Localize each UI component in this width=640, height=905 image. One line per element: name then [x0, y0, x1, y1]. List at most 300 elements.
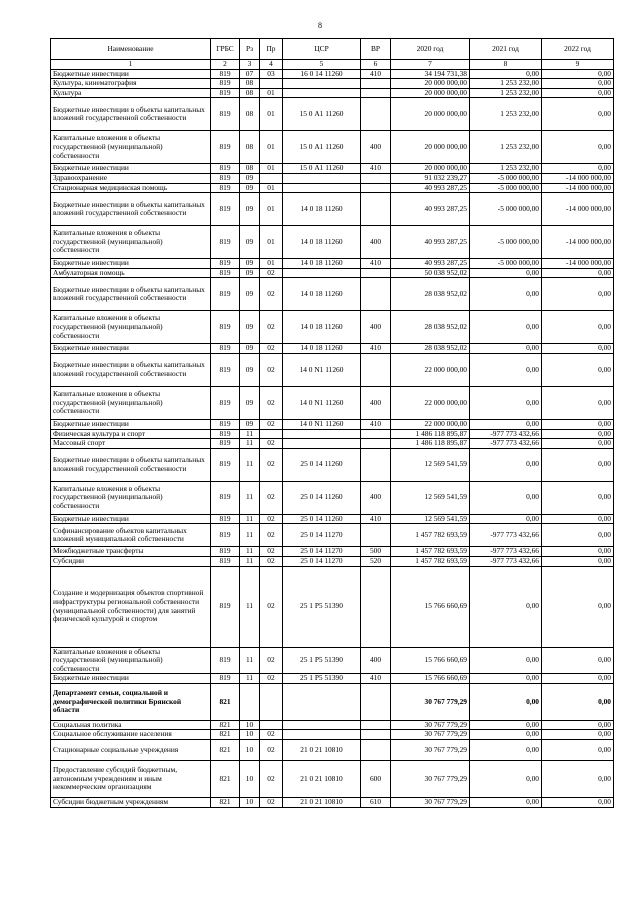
cell-2022: 0,00 — [542, 311, 614, 344]
cell-2021: 0,00 — [470, 353, 542, 386]
cell-csr: 25 1 P5 51390 — [283, 566, 361, 647]
cell-2022: 0,00 — [542, 761, 614, 798]
cell-pr: 02 — [260, 344, 283, 354]
cell-rz: 10 — [240, 730, 260, 740]
cell-2020: 12 569 541,59 — [391, 448, 470, 481]
cell-name: Массовый спорт — [51, 439, 211, 449]
cell-2020: 28 038 952,02 — [391, 278, 470, 311]
cell-name: Здравоохранение — [51, 173, 211, 183]
cell-2021: -5 000 000,00 — [470, 173, 542, 183]
cell-grbs: 819 — [211, 193, 240, 226]
cell-rz: 11 — [240, 674, 260, 684]
cell-2022: 0,00 — [542, 448, 614, 481]
table-row — [51, 481, 614, 514]
cell-csr — [283, 173, 361, 183]
cell-2021: 0,00 — [470, 344, 542, 354]
column-number: 3 — [240, 60, 260, 70]
cell-pr: 02 — [260, 419, 283, 429]
cell-pr: 02 — [260, 556, 283, 566]
cell-pr — [260, 683, 283, 720]
cell-vr: 520 — [361, 556, 391, 566]
cell-grbs: 819 — [211, 173, 240, 183]
cell-vr: 410 — [361, 674, 391, 684]
cell-grbs: 819 — [211, 88, 240, 98]
cell-2021: 0,00 — [470, 566, 542, 647]
cell-vr — [361, 448, 391, 481]
cell-rz: 07 — [240, 69, 260, 79]
cell-vr — [361, 183, 391, 193]
table-row — [51, 419, 614, 429]
cell-2021: 1 253 232,00 — [470, 98, 542, 131]
cell-rz: 11 — [240, 439, 260, 449]
cell-2020: 15 766 660,69 — [391, 674, 470, 684]
cell-vr: 400 — [361, 386, 391, 419]
cell-2021: 0,00 — [470, 311, 542, 344]
cell-pr: 02 — [260, 647, 283, 674]
header-rz: Рз — [240, 39, 260, 60]
cell-pr: 02 — [260, 730, 283, 740]
cell-2021: -5 000 000,00 — [470, 193, 542, 226]
cell-2021: 1 253 232,00 — [470, 79, 542, 89]
cell-csr: 15 0 А1 11260 — [283, 98, 361, 131]
cell-csr — [283, 720, 361, 730]
cell-pr: 02 — [260, 514, 283, 524]
cell-2022: -14 000 000,00 — [542, 259, 614, 269]
cell-csr: 15 0 А1 11260 — [283, 131, 361, 164]
cell-grbs: 819 — [211, 566, 240, 647]
cell-csr: 25 0 14 11260 — [283, 448, 361, 481]
table-body — [51, 69, 614, 807]
cell-pr: 01 — [260, 131, 283, 164]
cell-2022: 0,00 — [542, 69, 614, 79]
table-row — [51, 547, 614, 557]
cell-2020: 20 000 000,00 — [391, 131, 470, 164]
table-row — [51, 439, 614, 449]
cell-name: Бюджетные инвестиции — [51, 164, 211, 174]
cell-vr: 410 — [361, 164, 391, 174]
cell-grbs: 821 — [211, 798, 240, 808]
cell-vr: 410 — [361, 259, 391, 269]
cell-rz: 10 — [240, 720, 260, 730]
cell-2021: 0,00 — [470, 647, 542, 674]
cell-2020: 34 194 731,38 — [391, 69, 470, 79]
budget-allocation-table — [50, 38, 614, 808]
cell-name: Стационарная медицинская помощь — [51, 183, 211, 193]
cell-2022: 0,00 — [542, 131, 614, 164]
cell-name: Создание и модернизация объектов спортивной инфраструктуры региональной собственности (муниципальной собственности) для занятий физической культурой и спортом — [51, 566, 211, 647]
cell-vr — [361, 173, 391, 183]
cell-rz: 11 — [240, 547, 260, 557]
cell-2020: 12 569 541,59 — [391, 514, 470, 524]
cell-2022: 0,00 — [542, 720, 614, 730]
cell-vr — [361, 353, 391, 386]
cell-vr: 400 — [361, 311, 391, 344]
cell-grbs: 821 — [211, 720, 240, 730]
cell-name: Капитальные вложения в объекты государственной (муниципальной) собственности — [51, 226, 211, 259]
cell-2021: 0,00 — [470, 683, 542, 720]
cell-2022: -14 000 000,00 — [542, 226, 614, 259]
cell-2020: 1 457 782 693,59 — [391, 556, 470, 566]
cell-vr — [361, 268, 391, 278]
cell-vr — [361, 193, 391, 226]
cell-vr: 400 — [361, 131, 391, 164]
table-row — [51, 798, 614, 808]
cell-rz: 09 — [240, 193, 260, 226]
cell-csr: 14 0 N1 11260 — [283, 353, 361, 386]
cell-rz: 09 — [240, 226, 260, 259]
table-row — [51, 674, 614, 684]
cell-rz: 09 — [240, 173, 260, 183]
cell-name: Софинансирование объектов капитальных вложений муниципальной собственности — [51, 524, 211, 547]
cell-vr — [361, 683, 391, 720]
cell-grbs: 819 — [211, 311, 240, 344]
page-number: 8 — [318, 21, 322, 30]
cell-2022: 0,00 — [542, 278, 614, 311]
cell-grbs: 819 — [211, 514, 240, 524]
cell-2022: 0,00 — [542, 481, 614, 514]
cell-pr — [260, 720, 283, 730]
cell-2021: 0,00 — [470, 798, 542, 808]
cell-rz: 10 — [240, 798, 260, 808]
cell-rz — [240, 683, 260, 720]
cell-name: Культура — [51, 88, 211, 98]
cell-2022: 0,00 — [542, 386, 614, 419]
cell-pr: 02 — [260, 798, 283, 808]
cell-csr — [283, 439, 361, 449]
cell-2022: 0,00 — [542, 164, 614, 174]
cell-2022: 0,00 — [542, 353, 614, 386]
cell-name: Бюджетные инвестиции в объекты капитальных вложений государственной собственности — [51, 278, 211, 311]
cell-2021: -977 773 432,66 — [470, 547, 542, 557]
cell-rz: 09 — [240, 386, 260, 419]
cell-rz: 08 — [240, 164, 260, 174]
cell-2022: 0,00 — [542, 547, 614, 557]
cell-grbs: 819 — [211, 556, 240, 566]
cell-name: Бюджетные инвестиции в объекты капитальных вложений государственной собственности — [51, 98, 211, 131]
cell-csr: 25 0 14 11260 — [283, 481, 361, 514]
cell-csr — [283, 730, 361, 740]
cell-2020: 22 000 000,00 — [391, 419, 470, 429]
cell-vr: 410 — [361, 419, 391, 429]
column-number: 7 — [391, 60, 470, 70]
cell-rz: 09 — [240, 268, 260, 278]
cell-grbs: 821 — [211, 761, 240, 798]
table-row — [51, 720, 614, 730]
cell-2022: -14 000 000,00 — [542, 173, 614, 183]
cell-2021: 0,00 — [470, 278, 542, 311]
cell-pr: 02 — [260, 481, 283, 514]
cell-2020: 40 993 287,25 — [391, 226, 470, 259]
cell-2021: -977 773 432,66 — [470, 429, 542, 439]
cell-2020: 22 000 000,00 — [391, 353, 470, 386]
cell-name: Бюджетные инвестиции — [51, 259, 211, 269]
cell-csr: 14 0 18 11260 — [283, 311, 361, 344]
cell-2020: 91 032 239,27 — [391, 173, 470, 183]
cell-rz: 11 — [240, 566, 260, 647]
cell-vr — [361, 524, 391, 547]
cell-vr: 400 — [361, 481, 391, 514]
cell-csr: 21 0 21 10810 — [283, 740, 361, 761]
cell-grbs: 821 — [211, 730, 240, 740]
cell-2022: 0,00 — [542, 798, 614, 808]
header-2020: 2020 год — [391, 39, 470, 60]
cell-grbs: 819 — [211, 547, 240, 557]
cell-pr: 03 — [260, 69, 283, 79]
cell-rz: 11 — [240, 524, 260, 547]
cell-grbs: 821 — [211, 683, 240, 720]
cell-2021: 0,00 — [470, 69, 542, 79]
cell-2020: 40 993 287,25 — [391, 193, 470, 226]
table-row — [51, 278, 614, 311]
cell-rz: 08 — [240, 88, 260, 98]
cell-csr: 25 1 P5 51390 — [283, 647, 361, 674]
cell-grbs: 819 — [211, 164, 240, 174]
cell-name: Культура, кинематография — [51, 79, 211, 89]
cell-2020: 1 457 782 693,59 — [391, 524, 470, 547]
cell-name: Бюджетные инвестиции — [51, 514, 211, 524]
table-row — [51, 740, 614, 761]
cell-csr — [283, 429, 361, 439]
cell-2020: 30 767 779,29 — [391, 740, 470, 761]
cell-grbs: 821 — [211, 740, 240, 761]
cell-2020: 22 000 000,00 — [391, 386, 470, 419]
header-2022: 2022 год — [542, 39, 614, 60]
cell-name: Капитальные вложения в объекты государственной (муниципальной) собственности — [51, 481, 211, 514]
cell-rz: 09 — [240, 183, 260, 193]
cell-pr: 02 — [260, 448, 283, 481]
cell-pr: 02 — [260, 268, 283, 278]
cell-2021: 0,00 — [470, 761, 542, 798]
table-row — [51, 761, 614, 798]
cell-2020: 12 569 541,59 — [391, 481, 470, 514]
table-row — [51, 344, 614, 354]
cell-2020: 15 766 660,69 — [391, 647, 470, 674]
cell-2020: 30 767 779,29 — [391, 683, 470, 720]
cell-vr — [361, 566, 391, 647]
cell-2021: 1 253 232,00 — [470, 88, 542, 98]
cell-vr: 600 — [361, 761, 391, 798]
cell-2021: 0,00 — [470, 514, 542, 524]
cell-csr: 14 0 18 11260 — [283, 259, 361, 269]
cell-rz: 11 — [240, 556, 260, 566]
header-pr: Пр — [260, 39, 283, 60]
table-row — [51, 193, 614, 226]
cell-grbs: 819 — [211, 226, 240, 259]
cell-name: Субсидии бюджетным учреждениям — [51, 798, 211, 808]
column-number-row — [51, 60, 614, 70]
cell-vr: 410 — [361, 514, 391, 524]
cell-name: Бюджетные инвестиции — [51, 344, 211, 354]
cell-2022: 0,00 — [542, 740, 614, 761]
cell-grbs: 819 — [211, 429, 240, 439]
cell-2022: -14 000 000,00 — [542, 193, 614, 226]
column-number: 6 — [361, 60, 391, 70]
cell-csr: 21 0 21 10810 — [283, 761, 361, 798]
table-row — [51, 566, 614, 647]
cell-vr — [361, 278, 391, 311]
cell-name: Субсидии — [51, 556, 211, 566]
cell-pr — [260, 173, 283, 183]
cell-2021: 0,00 — [470, 448, 542, 481]
cell-2021: -5 000 000,00 — [470, 183, 542, 193]
cell-2022: 0,00 — [542, 98, 614, 131]
cell-name: Капитальные вложения в объекты государственной (муниципальной) собственности — [51, 647, 211, 674]
header-vr: ВР — [361, 39, 391, 60]
cell-name: Физическая культура и спорт — [51, 429, 211, 439]
column-number: 2 — [211, 60, 240, 70]
cell-2021: -977 773 432,66 — [470, 556, 542, 566]
cell-2020: 20 000 000,00 — [391, 98, 470, 131]
cell-vr: 400 — [361, 647, 391, 674]
cell-rz: 09 — [240, 259, 260, 269]
table-row — [51, 429, 614, 439]
cell-2020: 30 767 779,29 — [391, 720, 470, 730]
table-row — [51, 98, 614, 131]
table-row — [51, 386, 614, 419]
cell-2021: 0,00 — [470, 481, 542, 514]
cell-2020: 1 457 782 693,59 — [391, 547, 470, 557]
cell-name: Капитальные вложения в объекты государственной (муниципальной) собственности — [51, 311, 211, 344]
cell-vr — [361, 740, 391, 761]
cell-2022: 0,00 — [542, 268, 614, 278]
cell-rz: 09 — [240, 344, 260, 354]
table-header-row — [51, 39, 614, 60]
cell-csr: 14 0 18 11260 — [283, 226, 361, 259]
cell-2022: 0,00 — [542, 344, 614, 354]
cell-2021: 0,00 — [470, 268, 542, 278]
cell-pr: 02 — [260, 353, 283, 386]
cell-csr — [283, 79, 361, 89]
table-row — [51, 514, 614, 524]
cell-2021: 0,00 — [470, 419, 542, 429]
cell-vr — [361, 439, 391, 449]
cell-grbs: 819 — [211, 79, 240, 89]
cell-2020: 20 000 000,00 — [391, 164, 470, 174]
cell-vr — [361, 429, 391, 439]
cell-2020: 28 038 952,02 — [391, 311, 470, 344]
cell-2022: 0,00 — [542, 556, 614, 566]
column-number: 1 — [51, 60, 211, 70]
cell-vr: 410 — [361, 69, 391, 79]
cell-vr: 610 — [361, 798, 391, 808]
header-csr: ЦСР — [283, 39, 361, 60]
table-row — [51, 524, 614, 547]
cell-vr — [361, 79, 391, 89]
cell-pr: 02 — [260, 311, 283, 344]
column-number: 8 — [470, 60, 542, 70]
cell-pr: 01 — [260, 98, 283, 131]
cell-grbs: 819 — [211, 278, 240, 311]
cell-grbs: 819 — [211, 647, 240, 674]
table-row — [51, 131, 614, 164]
cell-grbs: 819 — [211, 524, 240, 547]
cell-vr — [361, 720, 391, 730]
cell-name: Бюджетные инвестиции в объекты капитальных вложений государственной собственности — [51, 193, 211, 226]
cell-grbs: 819 — [211, 439, 240, 449]
cell-2022: -14 000 000,00 — [542, 183, 614, 193]
cell-csr: 14 0 N1 11260 — [283, 419, 361, 429]
cell-csr: 25 0 14 11270 — [283, 524, 361, 547]
cell-csr: 25 0 14 11270 — [283, 556, 361, 566]
table-row — [51, 311, 614, 344]
header-name: Наименование — [51, 39, 211, 60]
cell-grbs: 819 — [211, 344, 240, 354]
cell-rz: 09 — [240, 353, 260, 386]
cell-2021: 1 253 232,00 — [470, 131, 542, 164]
cell-rz: 11 — [240, 647, 260, 674]
cell-pr: 02 — [260, 740, 283, 761]
cell-2020: 30 767 779,29 — [391, 730, 470, 740]
cell-2022: 0,00 — [542, 79, 614, 89]
cell-csr: 16 0 14 11260 — [283, 69, 361, 79]
cell-pr: 01 — [260, 88, 283, 98]
table-row — [51, 647, 614, 674]
cell-grbs: 819 — [211, 481, 240, 514]
cell-2022: 0,00 — [542, 674, 614, 684]
cell-2020: 40 993 287,25 — [391, 183, 470, 193]
cell-2022: 0,00 — [542, 524, 614, 547]
cell-csr — [283, 683, 361, 720]
cell-2021: -5 000 000,00 — [470, 259, 542, 269]
cell-vr — [361, 730, 391, 740]
cell-2022: 0,00 — [542, 683, 614, 720]
cell-2021: 0,00 — [470, 386, 542, 419]
cell-csr — [283, 183, 361, 193]
table-row — [51, 353, 614, 386]
cell-grbs: 819 — [211, 69, 240, 79]
cell-pr — [260, 79, 283, 89]
cell-2021: 1 253 232,00 — [470, 164, 542, 174]
table-row — [51, 173, 614, 183]
cell-name: Социальная политика — [51, 720, 211, 730]
cell-pr: 02 — [260, 674, 283, 684]
table-row — [51, 259, 614, 269]
cell-2021: -977 773 432,66 — [470, 524, 542, 547]
cell-grbs: 819 — [211, 268, 240, 278]
cell-grbs: 819 — [211, 448, 240, 481]
cell-csr: 25 0 14 11270 — [283, 547, 361, 557]
cell-csr — [283, 268, 361, 278]
cell-name: Предоставление субсидий бюджетным, автономным учреждениям и иным некоммерческим организациям — [51, 761, 211, 798]
table-row — [51, 79, 614, 89]
cell-rz: 09 — [240, 278, 260, 311]
cell-csr: 14 0 18 11260 — [283, 278, 361, 311]
cell-rz: 11 — [240, 429, 260, 439]
cell-grbs: 819 — [211, 183, 240, 193]
cell-pr: 02 — [260, 547, 283, 557]
cell-2021: 0,00 — [470, 674, 542, 684]
cell-2020: 30 767 779,29 — [391, 761, 470, 798]
table-row — [51, 448, 614, 481]
cell-grbs: 819 — [211, 98, 240, 131]
cell-csr: 14 0 18 11260 — [283, 344, 361, 354]
cell-2022: 0,00 — [542, 730, 614, 740]
cell-rz: 08 — [240, 98, 260, 131]
cell-rz: 09 — [240, 311, 260, 344]
cell-pr — [260, 429, 283, 439]
cell-2020: 30 767 779,29 — [391, 798, 470, 808]
cell-csr: 25 0 14 11260 — [283, 514, 361, 524]
cell-csr: 15 0 А1 11260 — [283, 164, 361, 174]
table-row — [51, 683, 614, 720]
cell-rz: 09 — [240, 419, 260, 429]
cell-2022: 0,00 — [542, 439, 614, 449]
cell-pr: 02 — [260, 524, 283, 547]
cell-name: Бюджетные инвестиции — [51, 674, 211, 684]
cell-name: Бюджетные инвестиции — [51, 419, 211, 429]
cell-2020: 1 486 118 895,87 — [391, 429, 470, 439]
cell-csr — [283, 88, 361, 98]
